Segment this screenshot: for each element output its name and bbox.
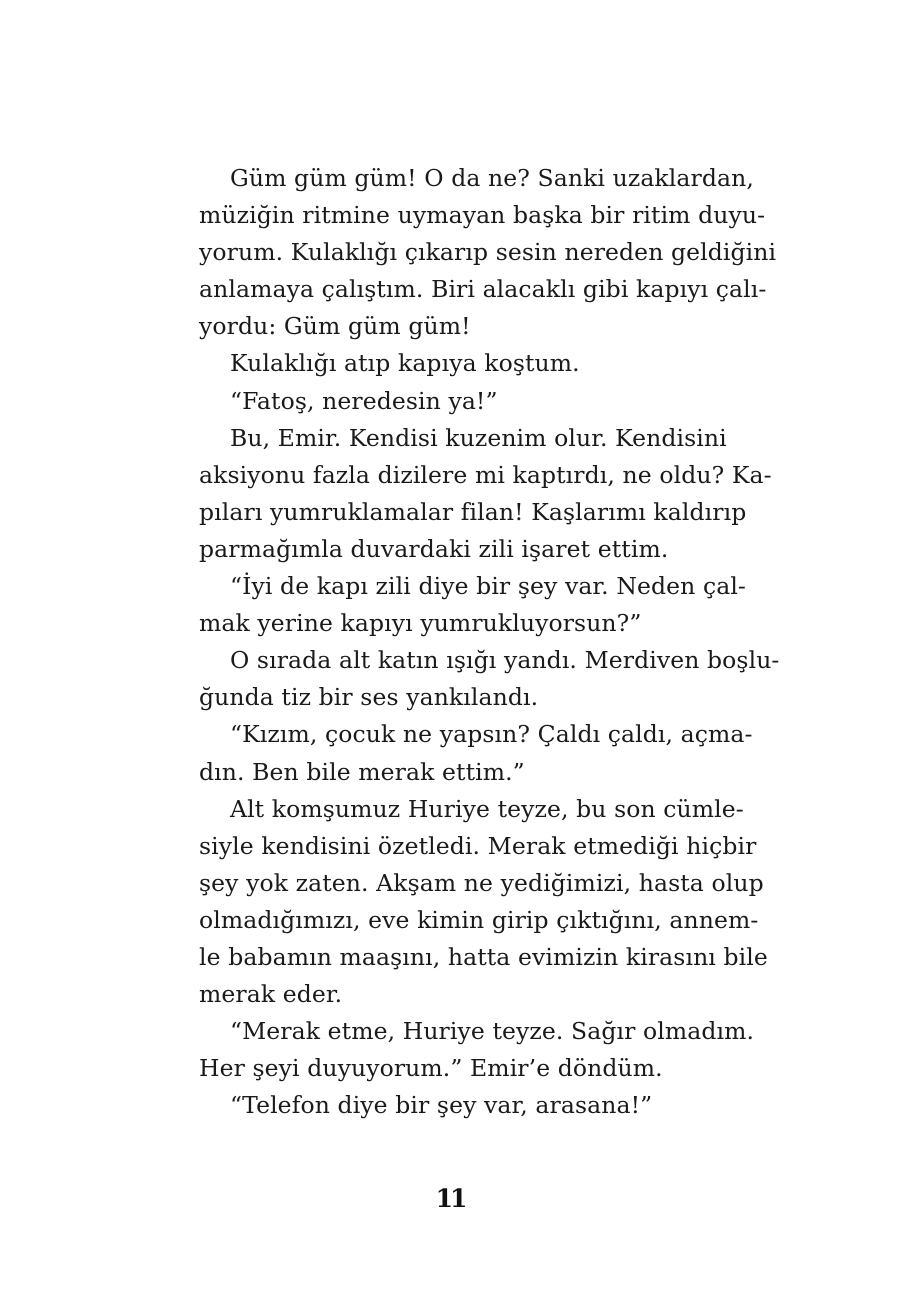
paragraph	[199, 716, 753, 790]
text-line: siyle kendisini özetledi. Merak etmediği hiçbir	[199, 831, 757, 860]
text-line: dın. Ben bile merak ettim.”	[199, 757, 525, 786]
text-line: pıları yumruklamalar filan! Kaşlarımı kaldırıp	[199, 497, 747, 526]
paragraph	[199, 383, 722, 420]
text-line: anlamaya çalıştım. Biri alacaklı gibi kapıyı çalı-	[199, 275, 767, 304]
text-line: Alt komşumuz Huriye teyze, bu son cümle-	[230, 794, 744, 823]
paragraph	[199, 568, 746, 642]
text-line: le babamın maaşını, hatta evimizin kirasını bile	[199, 942, 768, 971]
text-line: yorum. Kulaklığı çıkarıp sesin nereden geldiğini	[199, 238, 777, 267]
paragraph	[199, 1013, 755, 1087]
paragraph	[199, 791, 768, 1014]
paragraph	[199, 1087, 722, 1124]
text-line: “Kızım, çocuk ne yapsın? Çaldı çaldı, açma-	[230, 720, 753, 749]
text-line: merak eder.	[199, 980, 343, 1009]
text-line: “İyi de kapı zili diye bir şey var. Neden çal-	[230, 572, 746, 601]
page-number: 11	[435, 1184, 465, 1213]
text-line: olmadığımızı, eve kimin girip çıktığını, annem-	[199, 905, 759, 934]
text-line: müziğin ritmine uymayan başka bir ritim duyu-	[199, 201, 766, 230]
text-line: mak yerine kapıyı yumrukluyorsun?”	[199, 609, 642, 638]
text-line: Güm güm güm! O da ne? Sanki uzaklardan,	[230, 164, 754, 192]
text-line: “Fatoş, neredesin ya!”	[230, 386, 498, 415]
paragraph	[199, 642, 780, 716]
text-line: parmağımla duvardaki zili işaret ettim.	[199, 534, 669, 563]
body-text	[199, 160, 780, 1124]
text-line: Kulaklığı atıp kapıya koştum.	[230, 349, 580, 378]
text-line: O sırada alt katın ışığı yandı. Merdiven boşlu-	[230, 646, 780, 675]
paragraph	[199, 160, 777, 345]
paragraph	[199, 420, 772, 568]
text-line: ğunda tiz bir ses yankılandı.	[199, 683, 539, 712]
text-line: aksiyonu fazla dizilere mi kaptırdı, ne oldu? Ka-	[199, 460, 772, 489]
text-line: şey yok zaten. Akşam ne yediğimizi, hasta olup	[199, 868, 764, 897]
text-line: “Telefon diye bir şey var, arasana!”	[230, 1091, 653, 1120]
paragraph	[199, 345, 722, 382]
text-line: Bu, Emir. Kendisi kuzenim olur. Kendisini	[230, 423, 727, 452]
text-line: yordu: Güm güm güm!	[199, 312, 471, 341]
text-line: “Merak etme, Huriye teyze. Sağır olmadım.	[230, 1017, 755, 1046]
text-line: Her şeyi duyuyorum.” Emir’e döndüm.	[199, 1054, 663, 1083]
